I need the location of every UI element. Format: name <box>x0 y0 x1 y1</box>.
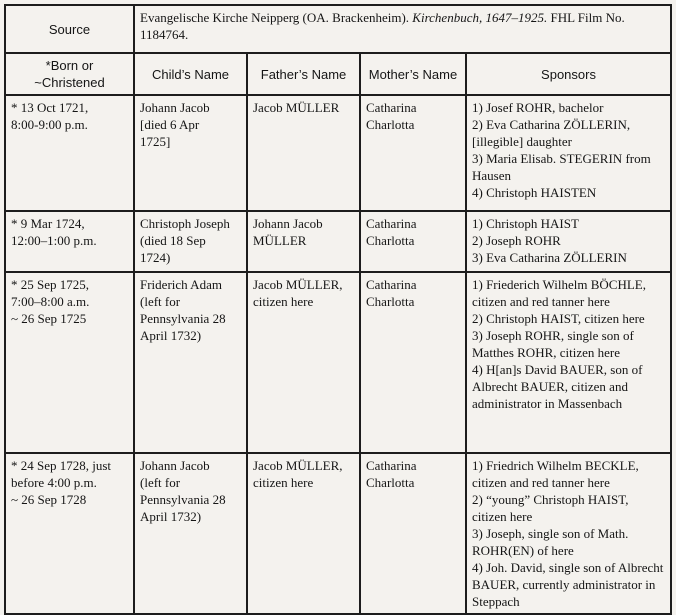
header-child: Child’s Name <box>134 53 247 95</box>
born-line: 12:00–1:00 p.m. <box>11 233 97 248</box>
born-line: ~ 26 Sep 1728 <box>11 492 87 507</box>
sponsors-line: 2) Eva Catharina ZÖLLERIN, [illegible] daughter <box>472 117 631 149</box>
born-line: before 4:00 p.m. <box>11 475 97 490</box>
header-born: *Born or ~Christened <box>5 53 134 95</box>
child-line: (left for <box>140 294 181 309</box>
mother-line: Catharina <box>366 216 417 231</box>
child-line: (left for <box>140 475 181 490</box>
father-line: Jacob MÜLLER, <box>253 277 343 292</box>
father-line: Johann Jacob <box>253 216 323 231</box>
header-sponsors: Sponsors <box>466 53 671 95</box>
child-line: 1724) <box>140 250 171 265</box>
cell-sponsors <box>466 272 671 453</box>
header-mother: Mother’s Name <box>360 53 466 95</box>
child-line: Johann Jacob <box>140 458 210 473</box>
record-row <box>5 453 671 614</box>
record-row <box>5 95 671 211</box>
cell-father <box>247 95 360 211</box>
child-line: (died 18 Sep <box>140 233 206 248</box>
cell-sponsors <box>466 211 671 272</box>
child-line: April 1732) <box>140 509 202 524</box>
source-title-italic: Kirchenbuch, 1647–1925. <box>412 10 548 25</box>
born-line: * 25 Sep 1725, <box>11 277 89 292</box>
child-line: Pennsylvania 28 <box>140 311 226 326</box>
cell-born <box>5 272 134 453</box>
mother-line: Charlotta <box>366 117 415 132</box>
sponsors-line: 3) Maria Elisab. STEGERIN from Hausen <box>472 151 651 183</box>
cell-sponsors <box>466 95 671 211</box>
mother-line: Charlotta <box>366 475 415 490</box>
child-line: April 1732) <box>140 328 202 343</box>
sponsors-line: 3) Joseph, single son of Math. ROHR(EN) of here <box>472 526 629 558</box>
sponsors-line: 3) Joseph ROHR, single son of Matthes ROHR, citizen here <box>472 328 634 360</box>
sponsors-line: 1) Josef ROHR, bachelor <box>472 100 604 115</box>
sponsors-line: 1) Christoph HAIST <box>472 216 579 231</box>
source-row <box>5 5 671 53</box>
father-line: citizen here <box>253 475 314 490</box>
child-line: Friderich Adam <box>140 277 222 292</box>
father-line: Jacob MÜLLER, <box>253 458 343 473</box>
sponsors-line: 1) Friederich Wilhelm BÖCHLE, citizen and red tanner here <box>472 277 646 309</box>
source-title <box>134 5 671 53</box>
born-line: 8:00-9:00 p.m. <box>11 117 88 132</box>
record-row <box>5 272 671 453</box>
cell-sponsors <box>466 453 671 614</box>
father-line: citizen here <box>253 294 314 309</box>
child-line: Pennsylvania 28 <box>140 492 226 507</box>
sponsors-line: 2) Christoph HAIST, citizen here <box>472 311 645 326</box>
child-line: [died 6 Apr <box>140 117 200 132</box>
cell-father <box>247 453 360 614</box>
cell-child <box>134 272 247 453</box>
mother-line: Charlotta <box>366 233 415 248</box>
record-rows <box>5 95 671 614</box>
cell-born <box>5 95 134 211</box>
header-father: Father’s Name <box>247 53 360 95</box>
source-label: Source <box>5 5 134 53</box>
cell-mother <box>360 95 466 211</box>
cell-mother <box>360 211 466 272</box>
cell-father <box>247 211 360 272</box>
born-line: 7:00–8:00 a.m. <box>11 294 90 309</box>
cell-child <box>134 211 247 272</box>
sponsors-line: 4) Joh. David, single son of Albrecht BAUER, currently administrator in Steppach <box>472 560 664 609</box>
mother-line: Catharina <box>366 100 417 115</box>
child-line: 1725] <box>140 134 171 149</box>
father-line: MÜLLER <box>253 233 307 248</box>
source-title-part1: Evangelische Kirche Neipperg (OA. Brackenheim). <box>140 10 410 25</box>
cell-born <box>5 211 134 272</box>
born-line: * 13 Oct 1721, <box>11 100 89 115</box>
header-row <box>5 53 671 95</box>
sponsors-line: 4) H[an]s David BAUER, son of Albrecht BAUER, citizen and administrator in Massenbach <box>472 362 643 411</box>
sponsors-line: 1) Friedrich Wilhelm BECKLE, citizen and red tanner here <box>472 458 639 490</box>
mother-line: Catharina <box>366 458 417 473</box>
cell-born <box>5 453 134 614</box>
born-line: * 24 Sep 1728, just <box>11 458 112 473</box>
born-line: ~ 26 Sep 1725 <box>11 311 87 326</box>
child-line: Johann Jacob <box>140 100 210 115</box>
sponsors-line: 4) Christoph HAISTEN <box>472 185 597 200</box>
cell-child <box>134 95 247 211</box>
sponsors-line: 2) “young” Christoph HAIST, citizen here <box>472 492 629 524</box>
mother-line: Charlotta <box>366 294 415 309</box>
child-line: Christoph Joseph <box>140 216 230 231</box>
cell-mother <box>360 453 466 614</box>
source-title-part2: FHL Film No. 1184764. <box>140 10 625 42</box>
cell-child <box>134 453 247 614</box>
sponsors-line: 3) Eva Catharina ZÖLLERIN <box>472 250 627 265</box>
baptism-record-table <box>4 4 672 615</box>
father-line: Jacob MÜLLER <box>253 100 340 115</box>
cell-mother <box>360 272 466 453</box>
record-row <box>5 211 671 272</box>
cell-father <box>247 272 360 453</box>
sponsors-line: 2) Joseph ROHR <box>472 233 561 248</box>
born-line: * 9 Mar 1724, <box>11 216 85 231</box>
mother-line: Catharina <box>366 277 417 292</box>
